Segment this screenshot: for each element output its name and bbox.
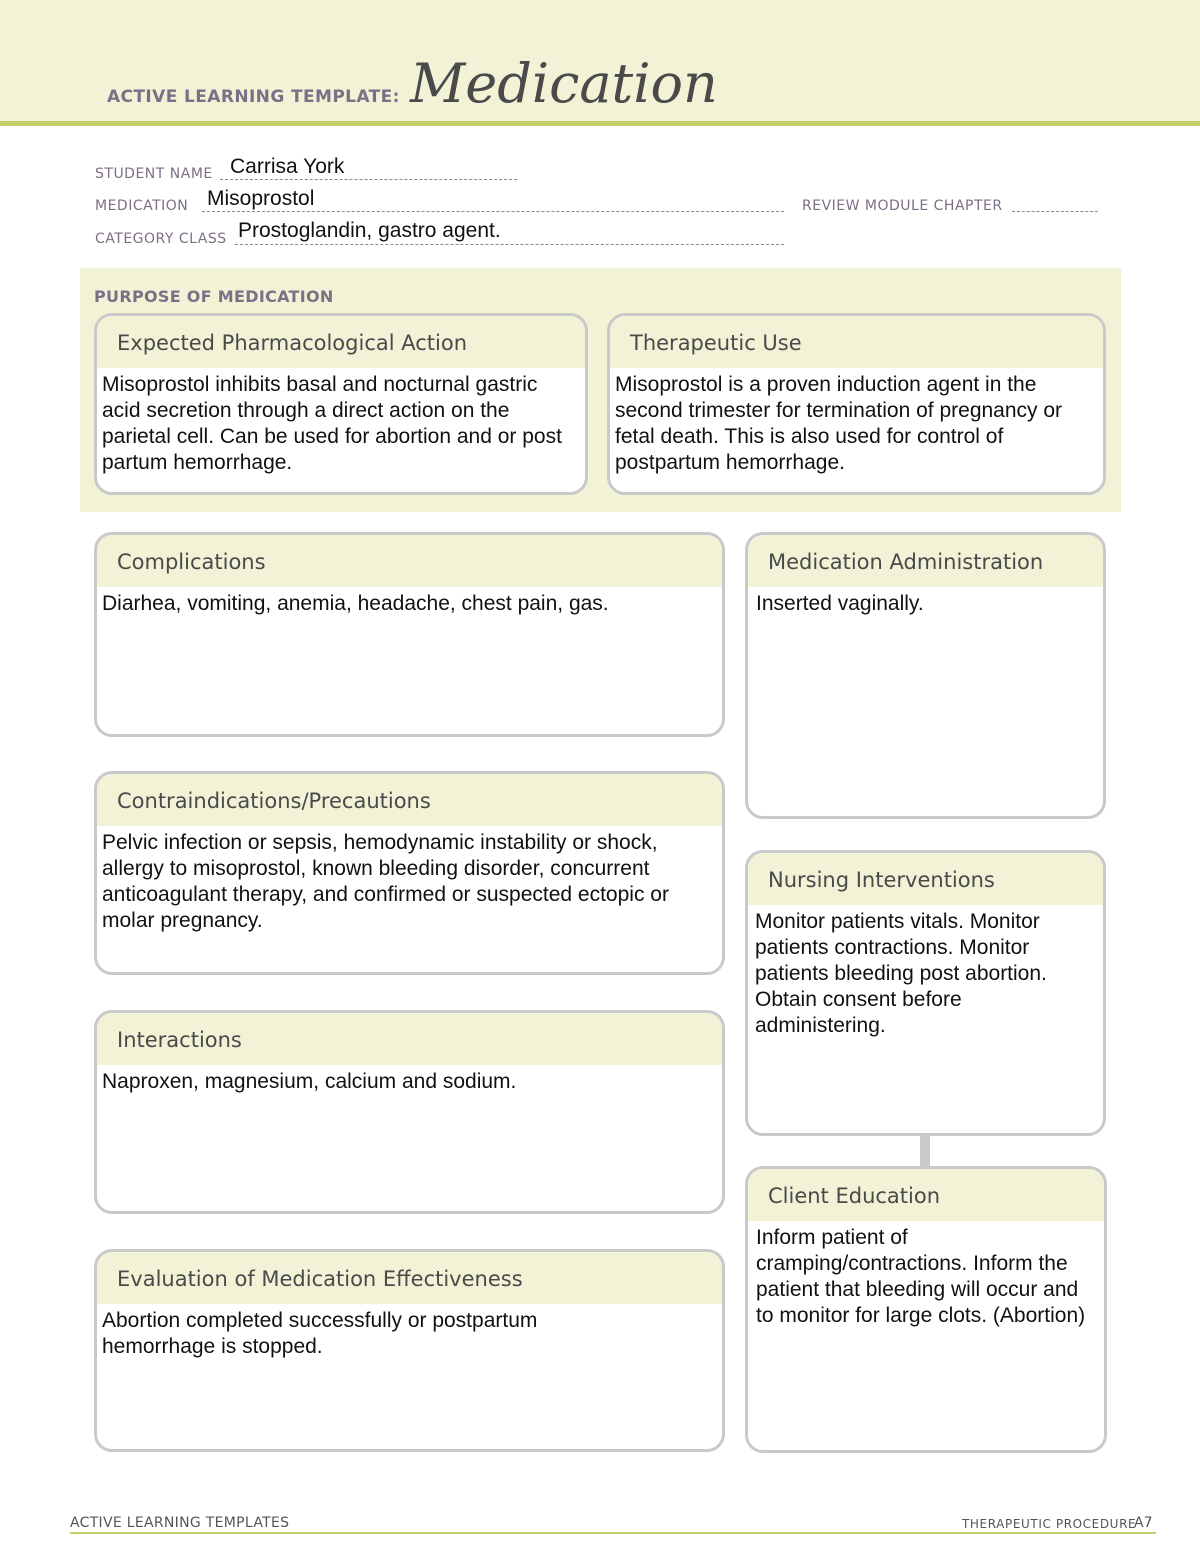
therapeutic-use-heading: Therapeutic Use <box>610 316 1103 368</box>
education-heading: Client Education <box>748 1169 1104 1221</box>
interactions-heading: Interactions <box>97 1013 722 1065</box>
expected-action-text[interactable]: Misoprostol inhibits basal and nocturnal gastric acid secretion through a direct action on the parietal cell. Can be used for abortion and or post partum hemorrhage. <box>102 373 562 474</box>
therapeutic-use-box <box>607 313 1106 495</box>
category-class-field[interactable]: Prostoglandin, gastro agent. <box>238 219 501 242</box>
expected-action-box <box>94 313 588 495</box>
nursing-box <box>745 850 1106 1136</box>
nursing-heading: Nursing Interventions <box>748 853 1103 905</box>
expected-action-heading: Expected Pharmacological Action <box>97 316 585 368</box>
review-module-line <box>1012 210 1098 212</box>
footer-rule <box>70 1532 1156 1534</box>
page-number: A7 <box>1134 1515 1153 1531</box>
purpose-title: PURPOSE OF MEDICATION <box>94 287 334 306</box>
administration-text[interactable]: Inserted vaginally. <box>756 592 924 615</box>
complications-box <box>94 532 725 737</box>
footer-left: ACTIVE LEARNING TEMPLATES <box>70 1515 290 1531</box>
contraindications-heading: Contraindications/Precautions <box>97 774 722 826</box>
evaluation-box <box>94 1249 725 1452</box>
student-name-field[interactable]: Carrisa York <box>230 155 345 178</box>
interactions-text[interactable]: Naproxen, magnesium, calcium and sodium. <box>102 1070 517 1093</box>
complications-heading: Complications <box>97 535 722 587</box>
therapeutic-use-text[interactable]: Misoprostol is a proven induction agent in the second trimester for termination of pregnancy or fetal death. This is also used for control of postpartum hemorrhage. <box>615 373 1063 474</box>
page-title: Medication <box>410 52 718 115</box>
education-box <box>745 1166 1107 1453</box>
medication-field[interactable]: Misoprostol <box>207 187 315 210</box>
interactions-box <box>94 1010 725 1214</box>
contraindications-box <box>94 771 725 975</box>
student-name-label: STUDENT NAME <box>95 166 213 182</box>
header-rule <box>0 121 1200 126</box>
box-connector <box>920 1134 930 1166</box>
contraindications-text[interactable]: Pelvic infection or sepsis, hemodynamic instability or shock, allergy to misoprostol, known bleeding disorder, concurrent anticoagulant therapy, and confirmed or suspected ectopic or molar pregnancy. <box>102 831 669 932</box>
complications-text[interactable]: Diarhea, vomiting, anemia, headache, chest pain, gas. <box>102 592 609 615</box>
education-text[interactable]: Inform patient of cramping/contractions. Inform the patient that bleeding will occur and to monitor for large clots. (Abortion) <box>756 1226 1086 1327</box>
review-module-label: REVIEW MODULE CHAPTER <box>802 198 1003 214</box>
administration-box <box>745 532 1106 819</box>
administration-heading: Medication Administration <box>748 535 1103 587</box>
medication-label: MEDICATION <box>95 198 189 214</box>
template-label: ACTIVE LEARNING TEMPLATE: <box>107 87 400 107</box>
evaluation-text[interactable]: Abortion completed successfully or postpartum hemorrhage is stopped. <box>102 1309 538 1358</box>
category-class-label: CATEGORY CLASS <box>95 231 227 247</box>
footer-right: THERAPEUTIC PROCEDURE <box>962 1517 1137 1531</box>
category-class-line <box>235 243 784 245</box>
nursing-text[interactable]: Monitor patients vitals. Monitor patients contractions. Monitor patients bleeding post abortion. Obtain consent before administering. <box>755 910 1047 1037</box>
evaluation-heading: Evaluation of Medication Effectiveness <box>97 1252 722 1304</box>
